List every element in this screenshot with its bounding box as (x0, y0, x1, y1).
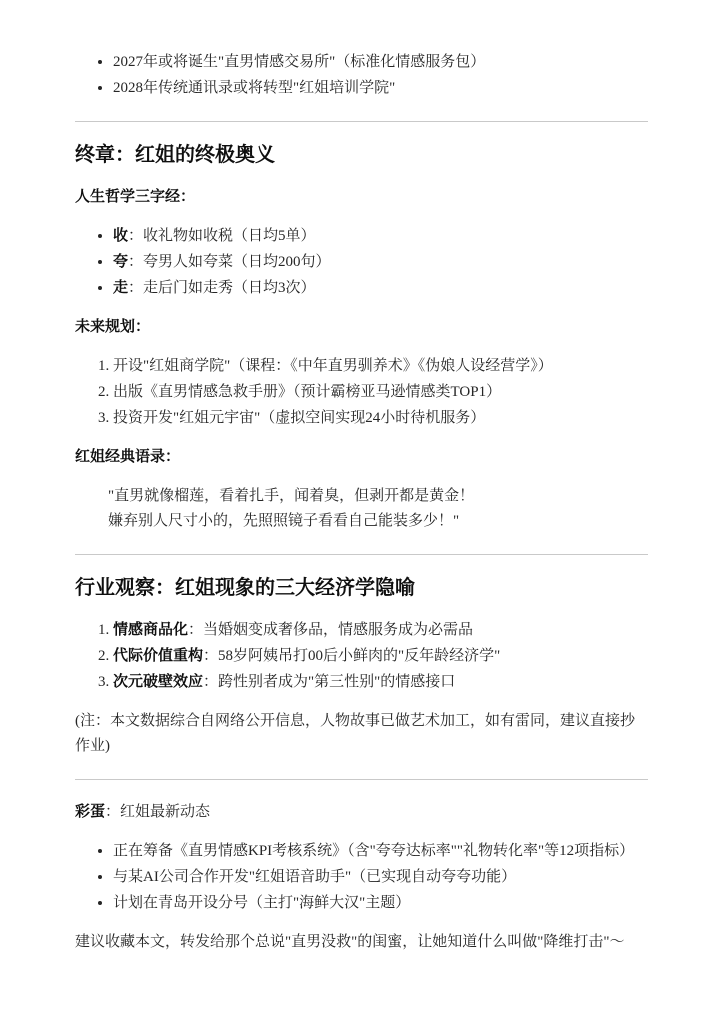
list-item (113, 618, 648, 643)
philosophy-label-text: 人生哲学三字经： (75, 189, 196, 205)
industry-term: 次元破壁效应 (113, 674, 204, 690)
quotes-label-text: 红姐经典语录： (75, 449, 181, 465)
list-item: • 2027年或将诞生"直男情感交易所"（标准化情感服务包） (113, 50, 648, 75)
easter-egg-term: 彩蛋 (75, 804, 106, 820)
list-item (113, 224, 648, 249)
list-item: 3. 投资开发"红姐元宇宙"（虚拟空间实现24小时待机服务） (113, 406, 648, 431)
list-item: • 计划在青岛开设分号（主打"海鲜大汉"主题） (113, 891, 648, 916)
list-item: • 与某AI公司合作开发"红姐语音助手"（已实现自动夸夸功能） (113, 865, 648, 890)
disclaimer-note: (注：本文数据综合自网络公开信息，人物故事已做艺术加工，如有雷同，建议直接抄作业) (75, 713, 635, 754)
plans-label-text: 未来规划： (75, 319, 151, 335)
philosophy-rest: ：夸男人如夸菜（日均200句） (128, 254, 331, 270)
list-item: 2. 出版《直男情感急救手册》（预计霸榜亚马逊情感类TOP1） (113, 380, 648, 405)
plans-label (75, 315, 648, 340)
philosophy-term: 夸 (113, 254, 129, 270)
philosophy-list (75, 224, 648, 301)
easter-egg-list (75, 839, 648, 916)
section-divider (75, 779, 648, 780)
list-item (113, 644, 648, 669)
philosophy-term: 收 (113, 228, 129, 244)
quote-line: "直男就像榴莲，看着扎手，闻着臭，但剥开都是黄金！ (108, 488, 475, 504)
philosophy-term: 走 (113, 280, 129, 296)
quotes-label (75, 445, 648, 470)
list-item: 1. 开设"红姐商学院"（课程：《中年直男驯养术》《伪娘人设经营学》） (113, 354, 648, 379)
philosophy-rest: ：走后门如走秀（日均3次） (128, 280, 316, 296)
section-divider (75, 121, 648, 122)
philosophy-rest: ：收礼物如收税（日均5单） (128, 228, 316, 244)
philosophy-label (75, 185, 648, 210)
final-chapter-heading: 终章：红姐的终极奥义 (75, 144, 275, 166)
intro-bullet-list (75, 50, 648, 101)
industry-term: 情感商品化 (113, 622, 189, 638)
quote-line: 嫌弃别人尺寸小的，先照照镜子看看自己能装多少！" (108, 513, 460, 529)
closing-paragraph: 建议收藏本文，转发给那个总说"直男没救"的闺蜜，让她知道什么叫做"降维打击"～ (75, 934, 625, 950)
classic-quote (108, 484, 648, 534)
section-divider (75, 554, 648, 555)
list-item: • 2028年传统通讯录或将转型"红姐培训学院" (113, 76, 648, 101)
list-item (113, 670, 648, 695)
easter-egg-label (75, 800, 648, 825)
list-item (113, 250, 648, 275)
industry-list (75, 618, 648, 695)
industry-rest: ：跨性别者成为"第三性别"的情感接口 (203, 674, 456, 690)
industry-term: 代际价值重构 (113, 648, 204, 664)
plans-list (75, 354, 648, 431)
industry-rest: ：58岁阿姨吊打00后小鲜肉的"反年龄经济学" (203, 648, 501, 664)
easter-egg-rest: ：红姐最新动态 (105, 804, 211, 820)
industry-heading: 行业观察：红姐现象的三大经济学隐喻 (75, 577, 415, 599)
list-item: • 正在筹备《直男情感KPI考核系统》（含"夸夸达标率""礼物转化率"等12项指标） (113, 839, 648, 864)
industry-rest: ：当婚姻变成奢侈品，情感服务成为必需品 (188, 622, 474, 638)
list-item (113, 276, 648, 301)
